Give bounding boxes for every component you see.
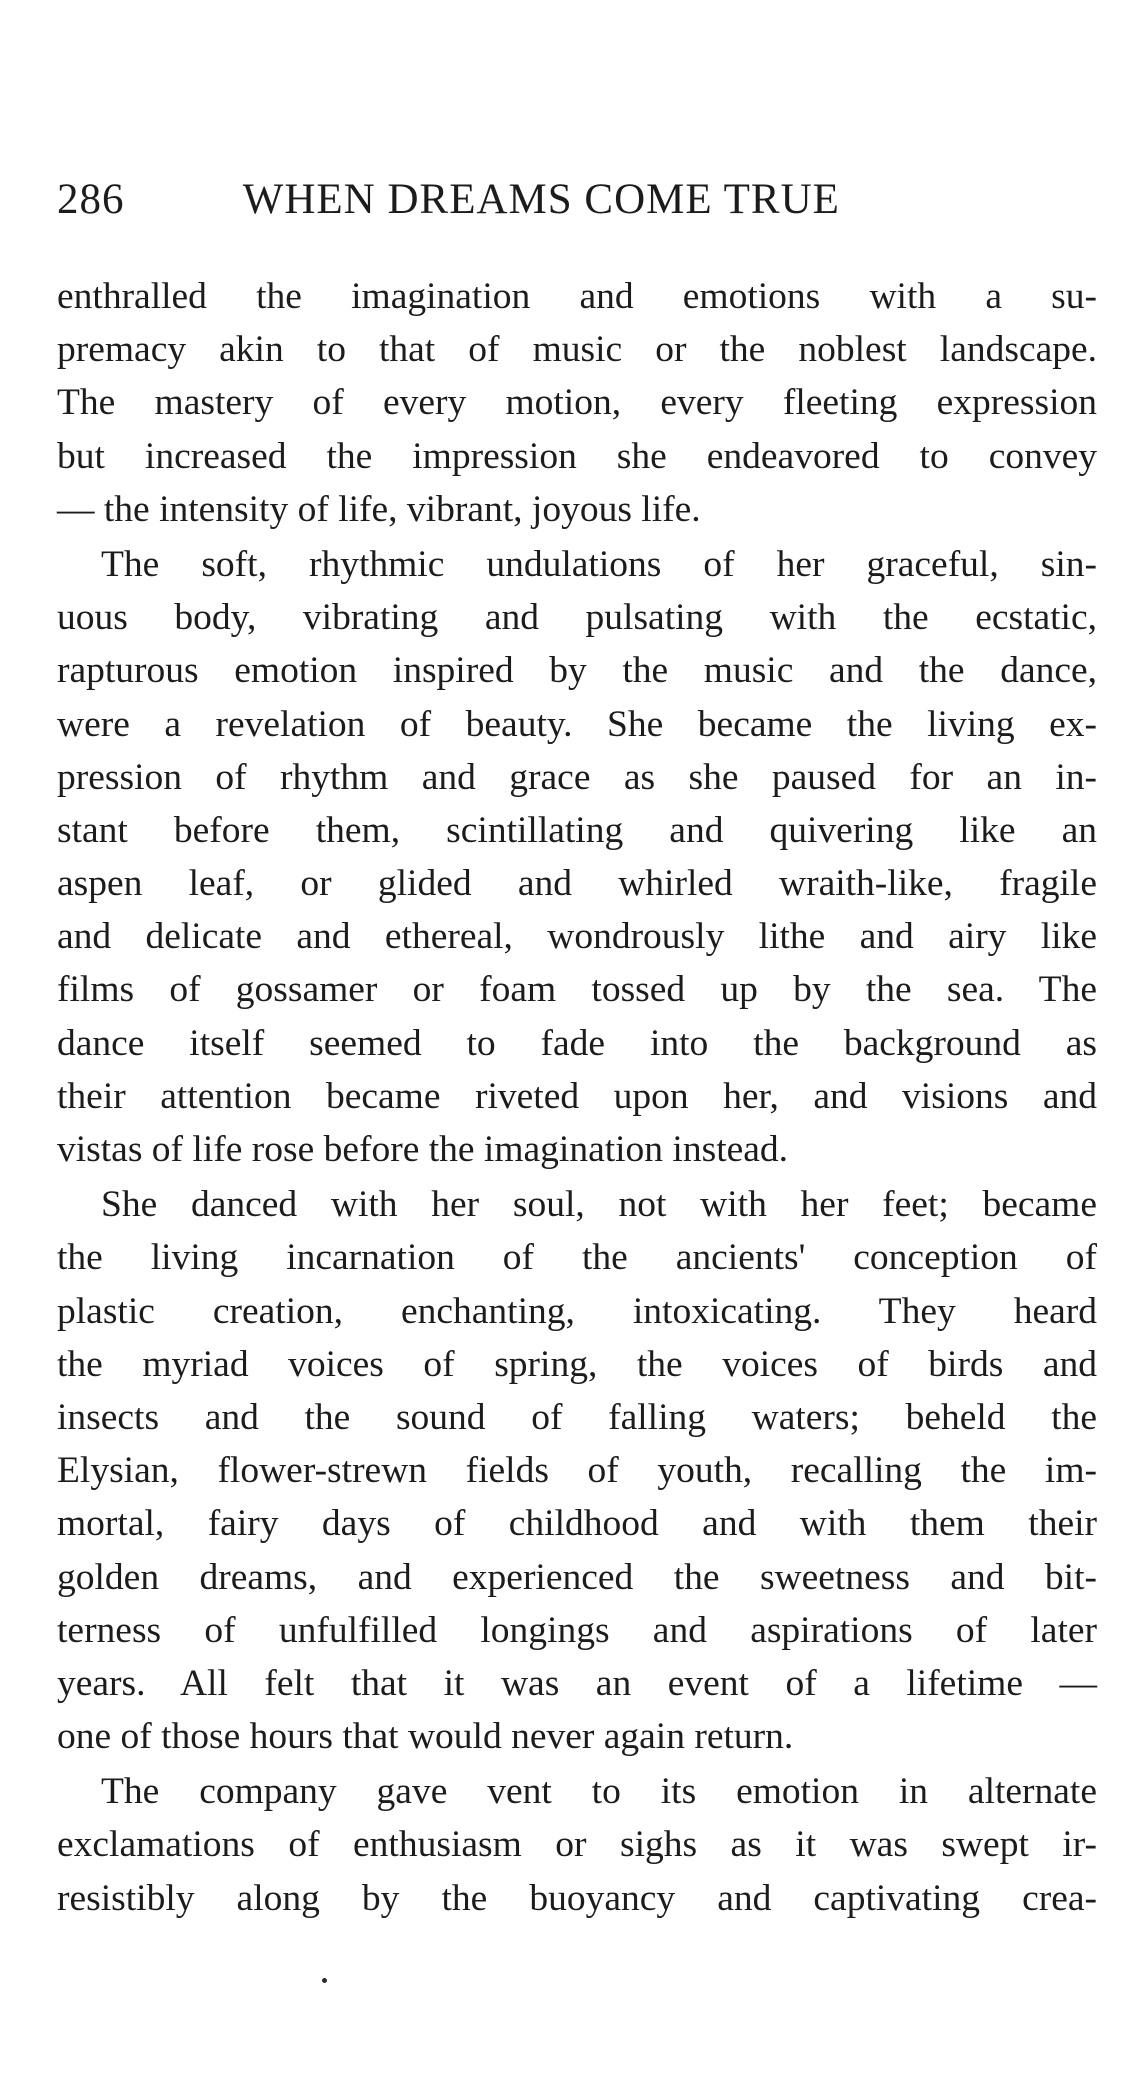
paragraph-4: [57, 1765, 1097, 1925]
text-line: Elysian, flower-strewn fields of youth, recalling the im-: [57, 1450, 1097, 1492]
text-line: were a revelation of beauty. She became the living ex-: [57, 703, 1097, 745]
body-text: [57, 270, 1097, 1925]
paragraph-2: [57, 538, 1097, 1176]
text-line: insects and the sound of falling waters; beheld the: [57, 1396, 1097, 1438]
ink-speck: [322, 1978, 327, 1983]
text-line: films of gossamer or foam tossed up by the sea. The: [57, 969, 1097, 1011]
text-line: plastic creation, enchanting, intoxicating. They heard: [57, 1290, 1097, 1332]
text-line: pression of rhythm and grace as she paused for an in-: [57, 756, 1097, 798]
page-header: [57, 172, 1097, 228]
text-line: uous body, vibrating and pulsating with the ecstatic,: [57, 597, 1097, 639]
running-title: WHEN DREAMS COME TRUE: [242, 176, 840, 223]
text-line: aspen leaf, or glided and whirled wraith-like, fragile: [57, 863, 1097, 905]
text-line: premacy akin to that of music or the noblest landscape.: [57, 329, 1097, 371]
text-line: stant before them, scintillating and quivering like an: [57, 809, 1097, 851]
text-line: and delicate and ethereal, wondrously lithe and airy like: [57, 916, 1097, 958]
text-line: mortal, fairy days of childhood and with them their: [57, 1503, 1097, 1545]
text-line: rapturous emotion inspired by the music and the dance,: [57, 650, 1097, 692]
paragraph-1: [57, 270, 1097, 536]
text-line: The soft, rhythmic undulations of her graceful, sin-: [101, 543, 1097, 585]
text-line: enthralled the imagination and emotions with a su-: [57, 276, 1097, 317]
paragraph-3: [57, 1178, 1097, 1763]
text-line: The company gave vent to its emotion in alternate: [101, 1771, 1097, 1813]
page-number: 286: [57, 176, 125, 223]
text-line: vistas of life rose before the imagination instead.: [57, 1129, 789, 1170]
text-line: the living incarnation of the ancients' conception of: [57, 1237, 1097, 1279]
text-line: exclamations of enthusiasm or sighs as it was swept ir-: [57, 1824, 1097, 1866]
text-line: the myriad voices of spring, the voices of birds and: [57, 1343, 1097, 1385]
text-line: She danced with her soul, not with her feet; became: [101, 1184, 1097, 1226]
text-line: but increased the impression she endeavored to convey: [57, 435, 1097, 477]
text-line: dance itself seemed to fade into the background as: [57, 1022, 1097, 1064]
text-line: one of those hours that would never again return.: [57, 1716, 794, 1758]
text-line: golden dreams, and experienced the sweetness and bit-: [57, 1556, 1097, 1598]
text-line: their attention became riveted upon her, and visions and: [57, 1075, 1097, 1117]
text-line: years. All felt that it was an event of a lifetime —: [57, 1662, 1097, 1704]
text-line: resistibly along by the buoyancy and captivating crea-: [57, 1877, 1097, 1919]
text-line: The mastery of every motion, every fleeting expression: [57, 382, 1097, 424]
text-line: terness of unfulfilled longings and aspirations of later: [57, 1609, 1097, 1651]
text-line: — the intensity of life, vibrant, joyous life.: [57, 488, 701, 530]
